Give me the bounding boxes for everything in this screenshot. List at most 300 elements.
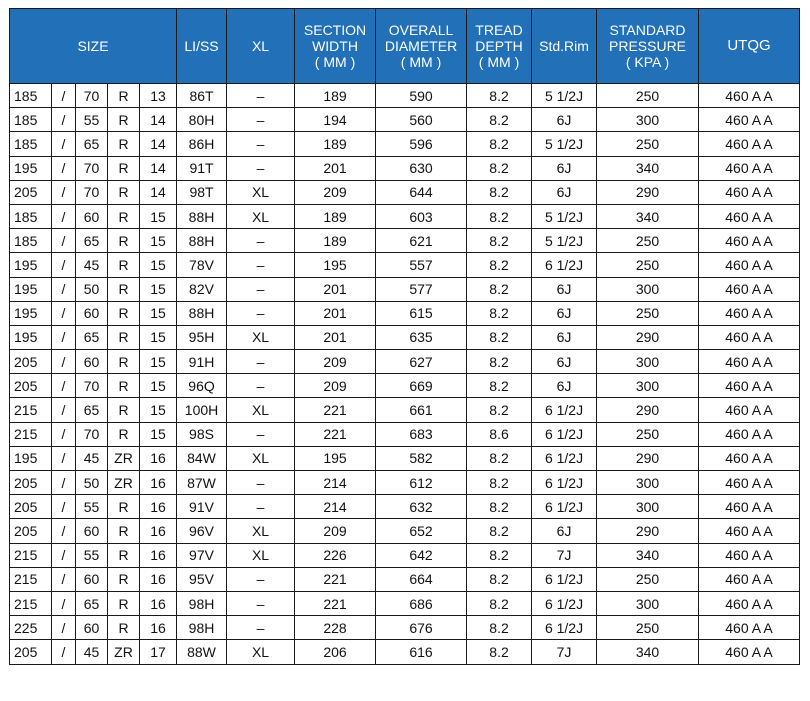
cell-std-rim: 6J [532, 519, 597, 543]
cell-overall-diameter: 661 [376, 398, 467, 422]
cell-overall-diameter: 630 [376, 156, 467, 180]
cell-tread-depth: 8.2 [467, 446, 532, 470]
header-line: ( MM ) [314, 54, 356, 70]
cell-slash: / [52, 350, 76, 374]
cell-section-width: 214 [295, 471, 376, 495]
cell-xl: XL [227, 543, 295, 567]
cell-rim-diameter: 14 [140, 108, 177, 132]
cell-overall-diameter: 664 [376, 567, 467, 591]
cell-pressure: 340 [597, 543, 699, 567]
header-line: ( KPA ) [625, 54, 670, 70]
cell-xl: XL [227, 180, 295, 204]
col-header-std-rim: Std.Rim [532, 9, 597, 84]
cell-xl: – [227, 84, 295, 108]
cell-width: 215 [10, 591, 52, 615]
cell-pressure: 340 [597, 640, 699, 664]
cell-pressure: 250 [597, 422, 699, 446]
cell-xl: XL [227, 446, 295, 470]
cell-construction: R [108, 519, 140, 543]
cell-construction: R [108, 156, 140, 180]
table-row [10, 471, 800, 495]
cell-overall-diameter: 590 [376, 84, 467, 108]
cell-tread-depth: 8.2 [467, 471, 532, 495]
cell-std-rim: 6 1/2J [532, 253, 597, 277]
cell-pressure: 290 [597, 446, 699, 470]
cell-slash: / [52, 616, 76, 640]
cell-rim-diameter: 16 [140, 471, 177, 495]
cell-pressure: 300 [597, 277, 699, 301]
tire-spec-table [9, 8, 800, 665]
cell-li-ss: 88H [177, 204, 227, 228]
cell-overall-diameter: 652 [376, 519, 467, 543]
cell-li-ss: 78V [177, 253, 227, 277]
cell-width: 205 [10, 374, 52, 398]
table-row [10, 204, 800, 228]
cell-li-ss: 88H [177, 229, 227, 253]
cell-rim-diameter: 15 [140, 325, 177, 349]
cell-rim-diameter: 15 [140, 301, 177, 325]
cell-aspect: 70 [76, 84, 108, 108]
cell-xl: XL [227, 204, 295, 228]
cell-construction: R [108, 84, 140, 108]
cell-xl: – [227, 567, 295, 591]
cell-std-rim: 6J [532, 156, 597, 180]
cell-xl: XL [227, 325, 295, 349]
col-header-tread-depth [467, 9, 532, 84]
cell-li-ss: 84W [177, 446, 227, 470]
cell-xl: XL [227, 519, 295, 543]
cell-li-ss: 97V [177, 543, 227, 567]
cell-li-ss: 95V [177, 567, 227, 591]
cell-width: 205 [10, 350, 52, 374]
cell-rim-diameter: 15 [140, 229, 177, 253]
cell-width: 215 [10, 398, 52, 422]
cell-rim-diameter: 15 [140, 277, 177, 301]
cell-width: 185 [10, 229, 52, 253]
cell-section-width: 194 [295, 108, 376, 132]
cell-construction: R [108, 591, 140, 615]
cell-tread-depth: 8.2 [467, 543, 532, 567]
cell-aspect: 65 [76, 325, 108, 349]
cell-li-ss: 82V [177, 277, 227, 301]
cell-width: 205 [10, 519, 52, 543]
cell-utqg: 460 A A [699, 374, 800, 398]
cell-pressure: 300 [597, 350, 699, 374]
cell-li-ss: 98H [177, 616, 227, 640]
cell-xl: – [227, 253, 295, 277]
cell-li-ss: 80H [177, 108, 227, 132]
cell-aspect: 50 [76, 277, 108, 301]
cell-overall-diameter: 582 [376, 446, 467, 470]
cell-construction: ZR [108, 446, 140, 470]
table-row [10, 446, 800, 470]
cell-section-width: 201 [295, 277, 376, 301]
cell-tread-depth: 8.2 [467, 374, 532, 398]
cell-pressure: 300 [597, 374, 699, 398]
cell-utqg: 460 A A [699, 398, 800, 422]
cell-rim-diameter: 16 [140, 591, 177, 615]
cell-utqg: 460 A A [699, 84, 800, 108]
cell-utqg: 460 A A [699, 471, 800, 495]
cell-rim-diameter: 15 [140, 374, 177, 398]
cell-width: 195 [10, 253, 52, 277]
cell-rim-diameter: 17 [140, 640, 177, 664]
table-row [10, 398, 800, 422]
cell-width: 215 [10, 567, 52, 591]
cell-overall-diameter: 635 [376, 325, 467, 349]
cell-xl: XL [227, 398, 295, 422]
cell-pressure: 250 [597, 253, 699, 277]
table-row [10, 495, 800, 519]
col-header-li-ss: LI/SS [177, 9, 227, 84]
cell-rim-diameter: 16 [140, 495, 177, 519]
cell-width: 205 [10, 471, 52, 495]
cell-std-rim: 7J [532, 640, 597, 664]
cell-pressure: 250 [597, 132, 699, 156]
cell-width: 185 [10, 132, 52, 156]
cell-overall-diameter: 557 [376, 253, 467, 277]
cell-pressure: 250 [597, 301, 699, 325]
cell-construction: R [108, 180, 140, 204]
cell-utqg: 460 A A [699, 616, 800, 640]
cell-construction: R [108, 253, 140, 277]
cell-construction: R [108, 204, 140, 228]
cell-rim-diameter: 14 [140, 180, 177, 204]
cell-rim-diameter: 15 [140, 350, 177, 374]
header-row [10, 9, 800, 84]
table-row [10, 84, 800, 108]
cell-pressure: 340 [597, 204, 699, 228]
cell-rim-diameter: 16 [140, 446, 177, 470]
col-header-utqg: UTQG [699, 9, 800, 84]
cell-std-rim: 7J [532, 543, 597, 567]
cell-aspect: 70 [76, 422, 108, 446]
header-line: DIAMETER [384, 38, 458, 54]
cell-tread-depth: 8.2 [467, 277, 532, 301]
cell-aspect: 70 [76, 374, 108, 398]
cell-tread-depth: 8.2 [467, 156, 532, 180]
cell-construction: R [108, 616, 140, 640]
cell-xl: – [227, 301, 295, 325]
header-line: TREAD [475, 22, 523, 38]
cell-aspect: 70 [76, 156, 108, 180]
cell-section-width: 221 [295, 422, 376, 446]
cell-pressure: 340 [597, 156, 699, 180]
cell-std-rim: 5 1/2J [532, 84, 597, 108]
cell-std-rim: 6J [532, 108, 597, 132]
cell-slash: / [52, 543, 76, 567]
cell-std-rim: 6 1/2J [532, 398, 597, 422]
cell-width: 205 [10, 495, 52, 519]
cell-section-width: 201 [295, 156, 376, 180]
cell-std-rim: 5 1/2J [532, 204, 597, 228]
cell-std-rim: 5 1/2J [532, 132, 597, 156]
table-row [10, 350, 800, 374]
cell-aspect: 45 [76, 640, 108, 664]
cell-tread-depth: 8.2 [467, 325, 532, 349]
table-row [10, 301, 800, 325]
cell-utqg: 460 A A [699, 108, 800, 132]
cell-tread-depth: 8.2 [467, 616, 532, 640]
table-row [10, 156, 800, 180]
cell-utqg: 460 A A [699, 301, 800, 325]
cell-overall-diameter: 596 [376, 132, 467, 156]
header-line: ( MM ) [400, 54, 442, 70]
cell-li-ss: 91T [177, 156, 227, 180]
cell-overall-diameter: 627 [376, 350, 467, 374]
cell-pressure: 290 [597, 325, 699, 349]
col-header-section-width [295, 9, 376, 84]
cell-tread-depth: 8.6 [467, 422, 532, 446]
cell-tread-depth: 8.2 [467, 495, 532, 519]
cell-li-ss: 86H [177, 132, 227, 156]
cell-li-ss: 96Q [177, 374, 227, 398]
header-line: STANDARD [609, 22, 686, 38]
cell-overall-diameter: 686 [376, 591, 467, 615]
header-line: SECTION [303, 22, 367, 38]
cell-aspect: 65 [76, 229, 108, 253]
table-row [10, 277, 800, 301]
cell-section-width: 221 [295, 567, 376, 591]
cell-pressure: 250 [597, 567, 699, 591]
cell-pressure: 250 [597, 229, 699, 253]
cell-pressure: 300 [597, 108, 699, 132]
cell-width: 195 [10, 301, 52, 325]
cell-slash: / [52, 640, 76, 664]
cell-construction: R [108, 108, 140, 132]
table-row [10, 640, 800, 664]
cell-li-ss: 98H [177, 591, 227, 615]
cell-slash: / [52, 108, 76, 132]
cell-width: 185 [10, 108, 52, 132]
cell-utqg: 460 A A [699, 180, 800, 204]
cell-overall-diameter: 612 [376, 471, 467, 495]
cell-construction: R [108, 374, 140, 398]
cell-aspect: 60 [76, 567, 108, 591]
cell-xl: – [227, 132, 295, 156]
cell-utqg: 460 A A [699, 422, 800, 446]
cell-pressure: 300 [597, 591, 699, 615]
cell-aspect: 65 [76, 591, 108, 615]
cell-tread-depth: 8.2 [467, 180, 532, 204]
cell-aspect: 60 [76, 301, 108, 325]
cell-std-rim: 6 1/2J [532, 422, 597, 446]
cell-width: 195 [10, 446, 52, 470]
cell-xl: – [227, 616, 295, 640]
cell-construction: R [108, 229, 140, 253]
col-header-overall-diameter [376, 9, 467, 84]
cell-tread-depth: 8.2 [467, 132, 532, 156]
cell-rim-diameter: 15 [140, 422, 177, 446]
cell-xl: – [227, 471, 295, 495]
table-row [10, 519, 800, 543]
cell-utqg: 460 A A [699, 350, 800, 374]
cell-pressure: 250 [597, 84, 699, 108]
cell-construction: R [108, 495, 140, 519]
cell-utqg: 460 A A [699, 204, 800, 228]
cell-std-rim: 6 1/2J [532, 567, 597, 591]
cell-rim-diameter: 16 [140, 567, 177, 591]
cell-aspect: 55 [76, 495, 108, 519]
cell-rim-diameter: 15 [140, 204, 177, 228]
cell-section-width: 201 [295, 325, 376, 349]
cell-width: 195 [10, 156, 52, 180]
cell-std-rim: 6J [532, 277, 597, 301]
cell-li-ss: 98S [177, 422, 227, 446]
cell-width: 205 [10, 180, 52, 204]
cell-section-width: 209 [295, 519, 376, 543]
cell-aspect: 45 [76, 253, 108, 277]
cell-pressure: 290 [597, 180, 699, 204]
cell-xl: – [227, 108, 295, 132]
cell-utqg: 460 A A [699, 325, 800, 349]
cell-utqg: 460 A A [699, 253, 800, 277]
cell-overall-diameter: 676 [376, 616, 467, 640]
cell-section-width: 209 [295, 350, 376, 374]
cell-utqg: 460 A A [699, 446, 800, 470]
cell-section-width: 189 [295, 229, 376, 253]
cell-li-ss: 95H [177, 325, 227, 349]
cell-xl: – [227, 591, 295, 615]
cell-pressure: 300 [597, 495, 699, 519]
cell-std-rim: 6J [532, 301, 597, 325]
cell-width: 185 [10, 204, 52, 228]
cell-aspect: 60 [76, 350, 108, 374]
cell-utqg: 460 A A [699, 229, 800, 253]
cell-rim-diameter: 16 [140, 543, 177, 567]
cell-aspect: 55 [76, 543, 108, 567]
cell-construction: R [108, 325, 140, 349]
cell-overall-diameter: 621 [376, 229, 467, 253]
cell-construction: R [108, 350, 140, 374]
table-row [10, 543, 800, 567]
cell-section-width: 195 [295, 446, 376, 470]
cell-tread-depth: 8.2 [467, 84, 532, 108]
cell-tread-depth: 8.2 [467, 591, 532, 615]
header-line: ( MM ) [478, 54, 520, 70]
cell-slash: / [52, 132, 76, 156]
cell-section-width: 214 [295, 495, 376, 519]
cell-section-width: 189 [295, 84, 376, 108]
cell-overall-diameter: 560 [376, 108, 467, 132]
cell-rim-diameter: 13 [140, 84, 177, 108]
table-row [10, 374, 800, 398]
cell-tread-depth: 8.2 [467, 108, 532, 132]
cell-construction: R [108, 567, 140, 591]
cell-li-ss: 87W [177, 471, 227, 495]
cell-utqg: 460 A A [699, 640, 800, 664]
cell-slash: / [52, 446, 76, 470]
cell-pressure: 290 [597, 519, 699, 543]
cell-section-width: 189 [295, 132, 376, 156]
header-line: OVERALL [388, 22, 454, 38]
tire-spec-table-wrapper [9, 8, 800, 665]
cell-width: 195 [10, 277, 52, 301]
cell-rim-diameter: 15 [140, 253, 177, 277]
cell-width: 215 [10, 422, 52, 446]
cell-construction: ZR [108, 471, 140, 495]
cell-aspect: 50 [76, 471, 108, 495]
table-body [10, 84, 800, 665]
cell-section-width: 195 [295, 253, 376, 277]
cell-aspect: 60 [76, 616, 108, 640]
cell-section-width: 228 [295, 616, 376, 640]
cell-utqg: 460 A A [699, 277, 800, 301]
cell-xl: – [227, 350, 295, 374]
cell-aspect: 55 [76, 108, 108, 132]
cell-rim-diameter: 16 [140, 519, 177, 543]
cell-li-ss: 88H [177, 301, 227, 325]
cell-slash: / [52, 301, 76, 325]
cell-std-rim: 6J [532, 374, 597, 398]
cell-aspect: 45 [76, 446, 108, 470]
cell-tread-depth: 8.2 [467, 229, 532, 253]
cell-aspect: 65 [76, 132, 108, 156]
cell-slash: / [52, 374, 76, 398]
col-header-xl: XL [227, 9, 295, 84]
cell-xl: – [227, 374, 295, 398]
cell-li-ss: 91H [177, 350, 227, 374]
cell-aspect: 65 [76, 398, 108, 422]
cell-section-width: 209 [295, 374, 376, 398]
cell-std-rim: 6 1/2J [532, 471, 597, 495]
cell-rim-diameter: 14 [140, 132, 177, 156]
cell-pressure: 300 [597, 471, 699, 495]
cell-utqg: 460 A A [699, 132, 800, 156]
table-row [10, 253, 800, 277]
cell-utqg: 460 A A [699, 519, 800, 543]
cell-utqg: 460 A A [699, 543, 800, 567]
cell-section-width: 206 [295, 640, 376, 664]
cell-li-ss: 88W [177, 640, 227, 664]
cell-std-rim: 6 1/2J [532, 616, 597, 640]
table-row [10, 229, 800, 253]
cell-construction: R [108, 543, 140, 567]
cell-std-rim: 6 1/2J [532, 446, 597, 470]
cell-overall-diameter: 615 [376, 301, 467, 325]
cell-xl: – [227, 422, 295, 446]
header-line: PRESSURE [609, 38, 687, 54]
cell-tread-depth: 8.2 [467, 640, 532, 664]
table-row [10, 567, 800, 591]
cell-pressure: 290 [597, 398, 699, 422]
cell-slash: / [52, 495, 76, 519]
cell-section-width: 189 [295, 204, 376, 228]
cell-tread-depth: 8.2 [467, 567, 532, 591]
cell-rim-diameter: 16 [140, 616, 177, 640]
cell-width: 195 [10, 325, 52, 349]
cell-construction: R [108, 422, 140, 446]
cell-xl: – [227, 229, 295, 253]
cell-slash: / [52, 156, 76, 180]
table-row [10, 591, 800, 615]
cell-width: 185 [10, 84, 52, 108]
cell-tread-depth: 8.2 [467, 301, 532, 325]
cell-overall-diameter: 603 [376, 204, 467, 228]
cell-section-width: 226 [295, 543, 376, 567]
cell-overall-diameter: 616 [376, 640, 467, 664]
cell-slash: / [52, 471, 76, 495]
cell-slash: / [52, 84, 76, 108]
cell-std-rim: 6 1/2J [532, 591, 597, 615]
cell-slash: / [52, 253, 76, 277]
cell-li-ss: 86T [177, 84, 227, 108]
cell-section-width: 221 [295, 398, 376, 422]
cell-slash: / [52, 180, 76, 204]
cell-tread-depth: 8.2 [467, 204, 532, 228]
cell-rim-diameter: 15 [140, 398, 177, 422]
cell-width: 225 [10, 616, 52, 640]
